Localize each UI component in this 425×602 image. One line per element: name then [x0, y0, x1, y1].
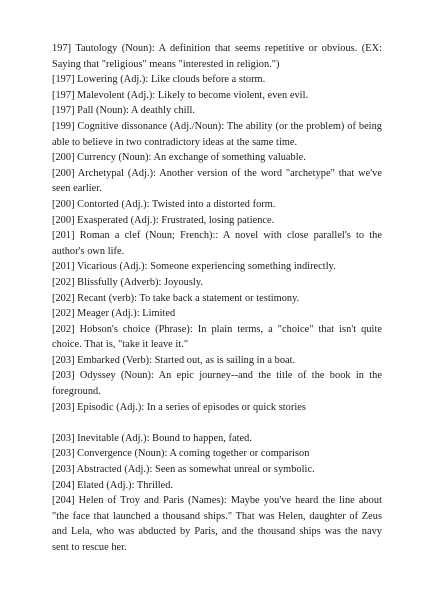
vocab-entry: [203] Abstracted (Adj.): Seen as somewhat unreal or symbolic.	[52, 464, 315, 476]
vocab-entry: [203] Inevitable (Adj.): Bound to happen, fated.	[52, 432, 252, 444]
vocab-entry: [203] Embarked (Verb): Started out, as is sailing in a boat.	[52, 354, 296, 366]
vocab-entry: [202] Recant (verb): To take back a statement or testimony.	[52, 292, 300, 304]
vocab-entry: [203] Odyssey (Noun): An epic journey--and the title of the book in the foreground.	[52, 370, 382, 398]
vocabulary-list	[52, 41, 382, 556]
vocab-entry: [201] Vicarious (Adj.): Someone experiencing something indirectly.	[52, 261, 336, 273]
vocab-entry: [202] Meager (Adj.): Limited	[52, 308, 176, 320]
vocab-entry: [204] Helen of Troy and Paris (Names): Maybe you've heard the line about "the face that launched a thousand ships." That was Helen, daughter of Zeus and Lela, who was abducted by Paris, and the thousand ships was the navy sent to rescue her.	[52, 495, 382, 553]
vocab-entry: [200] Exasperated (Adj.): Frustrated, losing patience.	[52, 214, 275, 226]
vocab-entry: 197] Tautology (Noun): A definition that seems repetitive or obvious. (EX: Saying that "religious" means "interested in religion.")	[52, 43, 382, 70]
vocab-entry: [203] Convergence (Noun): A coming together or comparison	[52, 448, 310, 460]
vocab-entry: [202] Blissfully (Adverb): Joyously.	[52, 276, 203, 288]
vocab-entry: [197] Malevolent (Adj.): Likely to become violent, even evil.	[52, 89, 309, 101]
vocab-entry: [202] Hobson's choice (Phrase): In plain terms, a "choice" that isn't quite choice. That is, "take it leave it."	[52, 323, 382, 351]
vocab-entry: [204] Elated (Adj.): Thrilled.	[52, 479, 174, 491]
vocab-entry: [203] Episodic (Adj.): In a series of episodes or quick stories	[52, 401, 306, 413]
vocab-entry: [200] Currency (Noun): An exchange of something valuable.	[52, 152, 306, 164]
vocab-entry: [197] Pall (Noun): A deathly chill.	[52, 105, 196, 117]
vocab-entry: [201] Roman a clef (Noun; French):: A novel with close parallel's to the author's own life.	[52, 230, 382, 257]
vocab-entry: [200] Contorted (Adj.): Twisted into a distorted form.	[52, 198, 276, 210]
vocab-entry: [200] Archetypal (Adj.): Another version of the word "archetype" that we've seen earlier.	[52, 167, 382, 195]
vocab-entry: [197] Lowering (Adj.): Like clouds before a storm.	[52, 74, 266, 86]
vocab-entry: [199] Cognitive dissonance (Adj./Noun): The ability (or the problem) of being able to believe in two contradictory ideas at the same time.	[52, 120, 382, 148]
